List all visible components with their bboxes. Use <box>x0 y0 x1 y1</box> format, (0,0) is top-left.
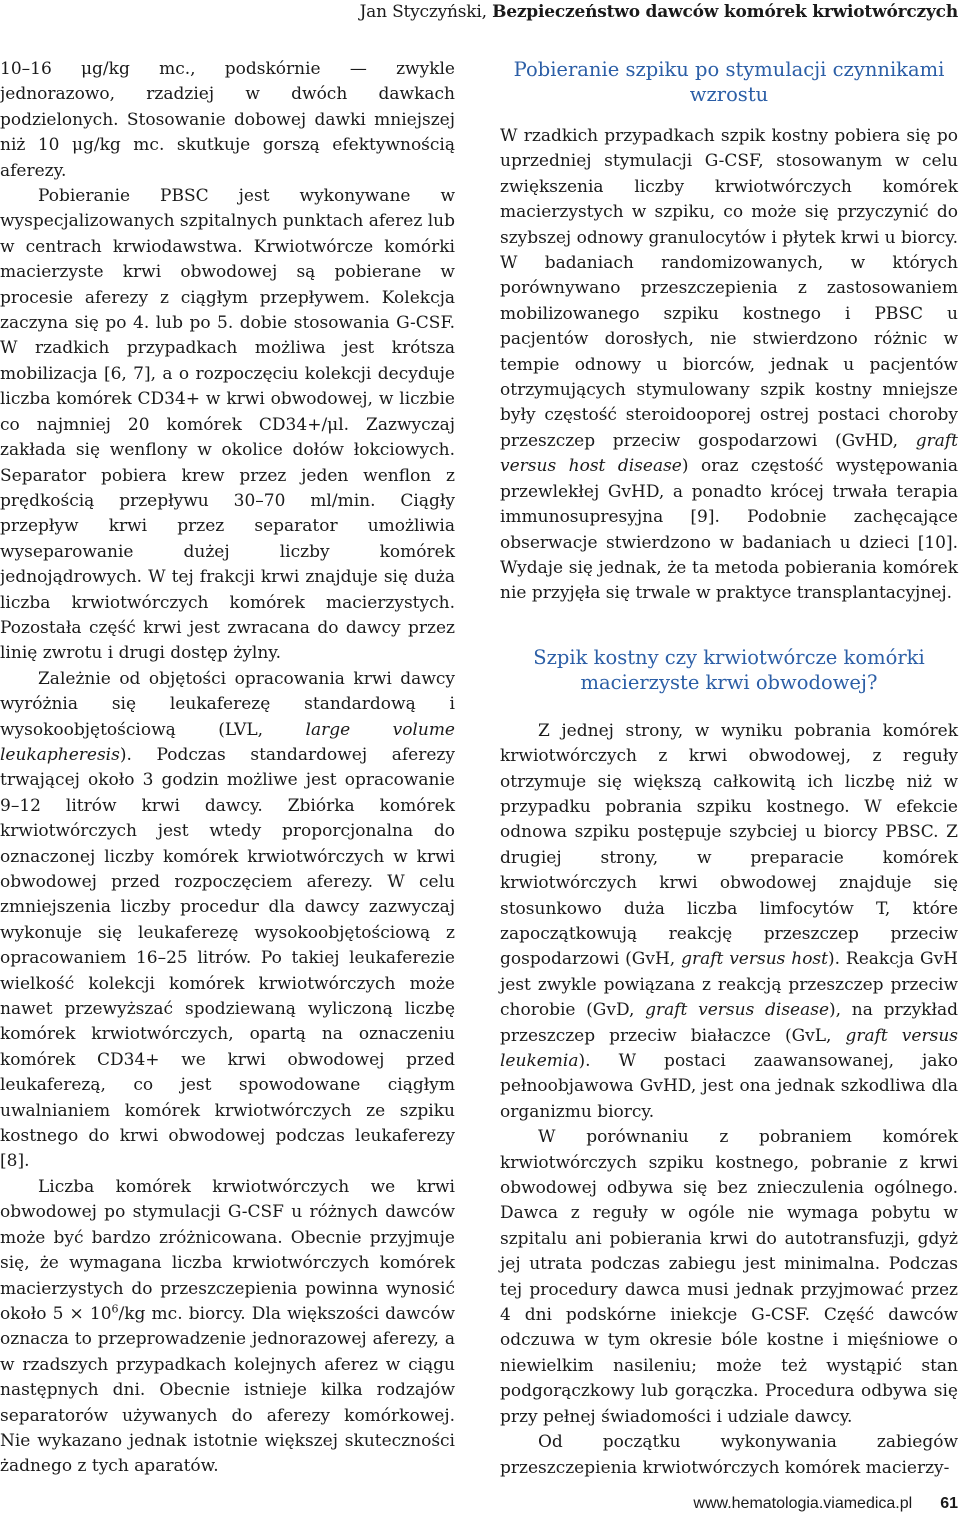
paragraph-cell-count <box>0 1175 455 1480</box>
italic-term: graft versus disease <box>645 1000 830 1021</box>
text-segment: ), na przykład przeszczep przeciw białaczce (GvL, <box>500 1000 958 1046</box>
left-column <box>0 57 455 1480</box>
text-segment: W rzadkich przypadkach szpik kostny pobiera się po uprzedniej stymulacji G-CSF, stosowanym w celu zwiększenia liczby krwiotwórczych komórek macierzystych w szpiku, co może się przyczynić do szybszej odnowy granulocytów i płytek krwi u biorcy. W badaniach randomizowanych, w których porównywano przeszczepienia z zastosowaniem mobilizowanego szpiku kostnego i PBSC u pacjentów dorosłych, nie stwierdzono różnic w tempie odnowy u biorców, jednak u pacjentów otrzymujących stymulowany szpik kostny mniejsze były częstość steroidooporej ostrej postaci choroby przeszczep przeciw gospodarzowi (GvHD, <box>500 126 958 451</box>
right-column <box>500 57 958 1481</box>
paragraph-donor-comparison: W porównaniu z pobraniem komórek krwiotwórczych szpiku kostnego, pobranie z krwi obwodowej odbywa się bez znieczulenia ogólnego. Dawca z reguły w ogóle nie wymaga pobytu w szpitalu ani pobierania krwi do autotransfuzji, gdyż jej utrata podczas zabiegu jest minimalna. Podczas tej procedury dawca musi jednak przyjmować przez 4 dni podskórne iniekcje G-CSF. Część dawców odczuwa w tym okresie bóle kostne i mięśniowe o niewielkim nasileniu; może też wystąpić stan podgorączkowy lub gorączka. Procedura odbywa się przy pełnej świadomości i udziale dawcy. <box>500 1127 958 1427</box>
paragraph-stimulated-marrow <box>500 124 958 607</box>
text-segment: Z jednej strony, w wyniku pobrania komórek krwiotwórczych z krwi obwodowej, z reguły otrzymuje się większą całkowitą ich liczbę niż w przypadku pobrania szpiku kostnego. W efekcie odnowa szpiku postępuje szybciej u biorcy PBSC. Z drugiej strony, w preparacie komórek krwiotwórczych krwi obwodowej znajduje się stosunkowo duża liczba limfocytów T, które zapoczątkowują reakcję przeszczep przeciw gospodarzowi (GvH, <box>500 720 958 970</box>
section-heading-marrow-vs-pbsc: Szpik kostny czy krwiotwórcze komórki macierzyste krwi obwodowej? <box>533 645 925 694</box>
text-segment: ). Podczas standardowej aferezy trwającej około 3 godzin możliwe jest opracowanie 9–12 litrów krwi dawcy. Zbiórka komórek krwiotwórczych jest wtedy proporcjonalna do oznaczonej liczby komórek krwiotwórczych w krwi obwodowej przed rozpoczęciem aferezy. W celu zmniejszenia liczby procedur dla dawcy zazwyczaj wykonuje się leukaferezę wysokoobjętościową z opracowaniem 16–25 litrów. Po takiej leukaferezie wielkość kolekcji komórek krwiotwórczych może nawet przewyższać spodziewaną wyliczoną liczbę komórek krwiotwórczych, opartą na oznaczeniu komórek CD34+ we krwi obwodowej przed leukaferezą, co jest spowodowane ciągłym uwalnianiem komórek krwiotwórczych ze szpiku kostnego do krwi obwodowej podczas leukaferezy [8]. <box>0 744 455 1172</box>
italic-term: graft versus host <box>681 949 828 970</box>
text-segment: ). W postaci zaawansowanej, jako pełnoobjawowa GvHD, jest ona jednak szkodliwa dla organizmu biorcy. <box>500 1051 958 1122</box>
italic-term: graft versus leukemia <box>500 1025 958 1071</box>
page-number: 61 <box>940 1495 958 1512</box>
text-segment: /kg mc. biorcy. Dla większości dawców oznacza to przeprowadzenie jednorazowej aferezy, a w rzadszych przypadkach kolejnych aferez w ciągu następnych dni. Obecnie istnieje kilka rodzajów separatorów używanych do aferezy komórkowej. Nie wykazano jednak istotnie większej skuteczności żadnego z tych aparatów. <box>0 1303 455 1477</box>
italic-term: graft versus host disease <box>500 430 958 477</box>
text-segment: Liczba komórek krwiotwórczych we krwi obwodowej po stymulacji G-CSF u różnych dawców może być bardzo zróżnicowana. Obecnie przyjmuje się, że wymagana liczba krwiotwórczych komórek macierzystych do przeszczepienia powinna wynosić około 5 × 10 <box>0 1176 455 1324</box>
journal-url: www.hematologia.viamedica.pl <box>693 1495 913 1512</box>
section-heading-stimulated-marrow: Pobieranie szpiku po stymulacji czynnikami wzrostu <box>513 58 945 106</box>
paragraph-marrow-vs-pbsc <box>500 719 958 1126</box>
text-segment: Zależnie od objętości opracowania krwi dawcy wyróżnia się leukaferezę standardową i wysokoobjętościową (LVL, <box>0 668 455 740</box>
header-title: Bezpieczeństwo dawców komórek krwiotwórczych <box>492 2 958 22</box>
italic-term: large volume leukapheresis <box>0 719 455 765</box>
running-header <box>360 2 958 28</box>
paragraph-leukapheresis <box>0 667 455 1175</box>
text-segment: ). Reakcja GvH jest zwykle powiązana z reakcją przeszczep przeciw chorobie (GvD, <box>500 949 958 1021</box>
superscript-exponent: 6 <box>111 1302 119 1316</box>
paragraph-pbsc-collection: Pobieranie PBSC jest wykonywane w wyspecjalizowanych szpitalnych punktach aferez lub w centrach krwiodawstwa. Krwiotwórcze komórki macierzyste krwi obwodowej są pobierane w procesie aferezy z ciągłym przepływem. Kolekcja zaczyna się po 4. lub po 5. dobie stosowania G-CSF. W rzadkich przypadkach możliwa jest krótsza mobilizacja [6, 7], a o rozpoczęciu kolekcji decyduje liczba komórek CD34+ w krwi obwodowej, w liczbie co najmniej 20 komórek CD34+/μl. Zazwyczaj zakłada się wenflony w okolice dołów łokciowych. Separator pobiera krew przez jeden wenflon z prędkością przepływu 30–70 ml/min. Ciągły przepływ krwi przez separator umożliwia wyseparowanie dużej liczby komórek jednojądrowych. W tej frakcji krwi znajduje się duża liczba krwiotwórczych komórek macierzystych. Pozostała część krwi jest zwracana do dawcy przez linię zwrotu i drugi dostęp żylny. <box>0 186 455 664</box>
page-footer <box>693 1495 958 1513</box>
text-segment: ) oraz częstość występowania przewlekłej GvHD, a ponadto krócej trwała terapia immunosupresyjna [9]. Podobnie zachęcające obserwacje stwierdzono w badaniach u dzieci [10]. Wydaje się jednak, że ta metoda pobierania komórek nie przyjęła się trwale w praktyce transplantacyjnej. <box>500 456 959 604</box>
paragraph-continuation: Od początku wykonywania zabiegów przeszczepienia krwiotwórczych komórek macierzy- <box>500 1432 958 1478</box>
paragraph-gcsf-dose: 10–16 μg/kg mc., podskórnie — zwykle jednorazowo, rzadziej w dwóch dawkach podzielonych. Stosowanie dobowej dawki mniejszej niż 10 μg/kg mc. skutkuje gorszą efektywnością aferezy. <box>0 59 455 181</box>
header-author: Jan Styczyński, <box>359 2 493 22</box>
